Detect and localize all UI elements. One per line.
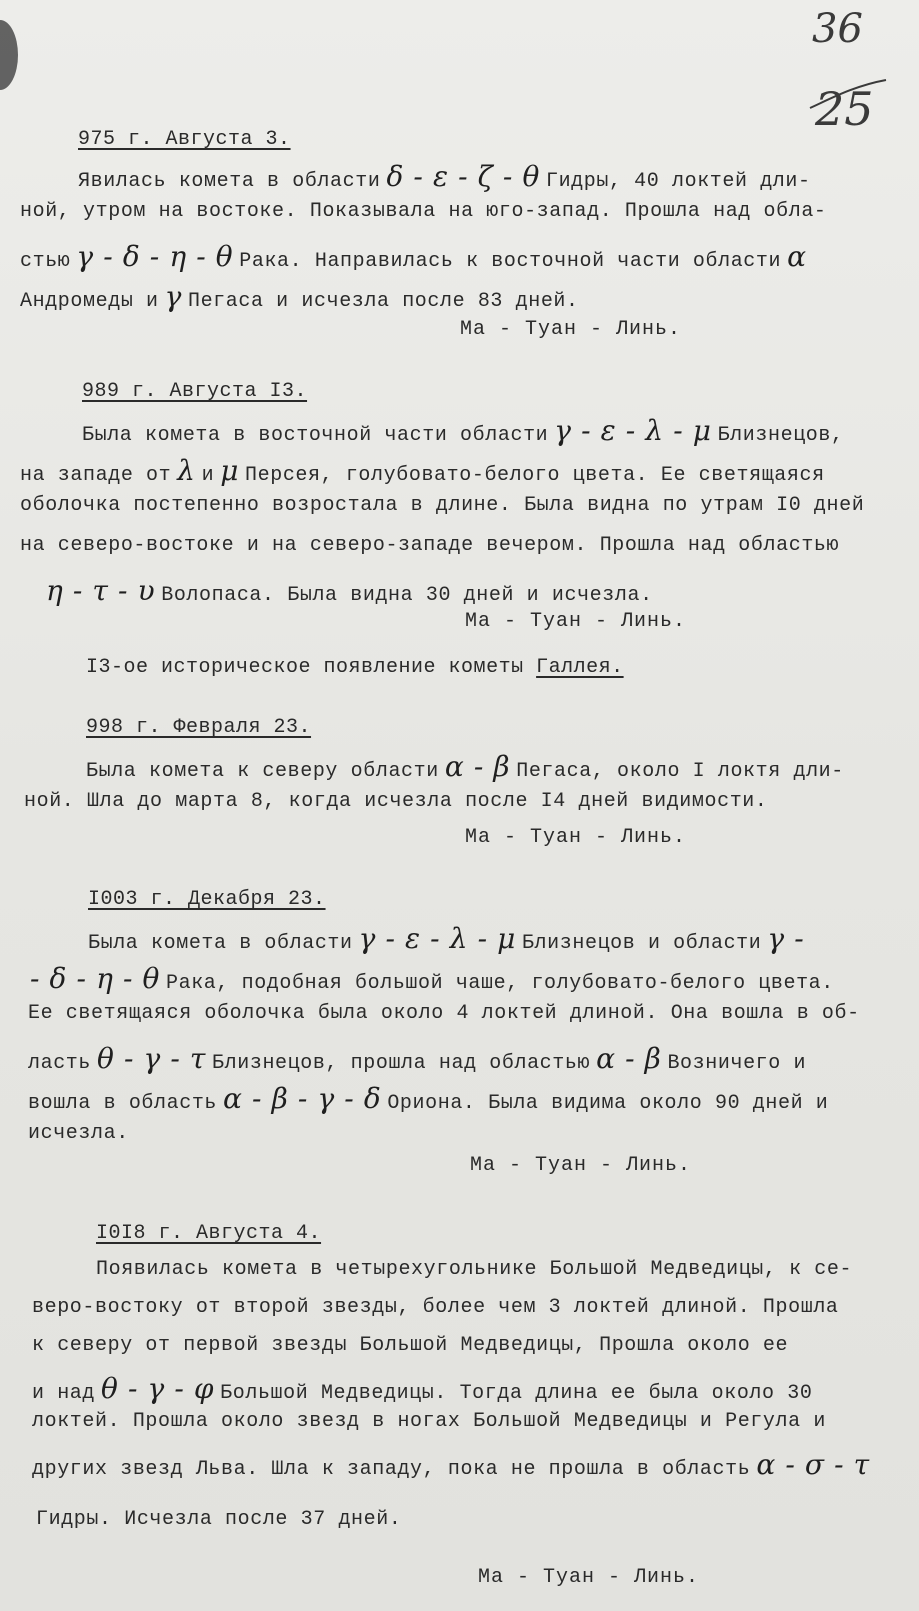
- entry-line: вошла в область α - β - γ - δ Ориона. Была видима около 90 дней и: [28, 1082, 829, 1115]
- entry-line: на западе от λ и μ Персея, голубовато-белого цвета. Ее светящаяся: [20, 454, 825, 487]
- entry-line: Была комета в восточной части области γ - ε - λ - μ Близнецов,: [82, 414, 844, 447]
- entry-line: Была комета в области γ - ε - λ - μ Близнецов и области γ -: [88, 922, 805, 955]
- entry-line: Появилась комета в четырехугольнике Большой Медведицы, к се-: [96, 1258, 853, 1281]
- entry-line: на северо-востоке и на северо-западе вечером. Прошла над областью: [20, 534, 840, 557]
- entry-line: ной, утром на востоке. Показывала на юго-запад. Прошла над обла-: [20, 200, 827, 223]
- source-attribution: Ма - Туан - Линь.: [478, 1566, 700, 1589]
- entry-line: исчезла.: [28, 1122, 129, 1145]
- entry-line: к северу от первой звезды Большой Медведицы, Прошла около ее: [32, 1334, 789, 1357]
- entry-heading: I0I8 г. Августа 4.: [96, 1222, 322, 1245]
- entry-heading: I003 г. Декабря 23.: [88, 888, 326, 911]
- entry-line: Явилась комета в области δ - ε - ζ - θ Гидры, 40 локтей дли-: [78, 160, 811, 193]
- entry-line: Была комета к северу области α - β Пегаса, около I локтя дли-: [86, 750, 844, 783]
- entry-line: оболочка постепенно возростала в длине. Была видна по утрам I0 дней: [20, 494, 865, 517]
- entry-line: Андромеды и γ Пегаса и исчезла после 83 дней.: [20, 280, 579, 313]
- entry-heading: 998 г. Февраля 23.: [86, 716, 312, 739]
- folio-number-second: 25: [815, 82, 874, 136]
- source-attribution: Ма - Туан - Линь.: [460, 318, 682, 341]
- entry-line: стью γ - δ - η - θ Рака. Направилась к восточной части области α: [20, 240, 807, 273]
- entry-line: η - τ - υ Волопаса. Была видна 30 дней и исчезла.: [46, 574, 653, 607]
- entry-line: ной. Шла до марта 8, когда исчезла после I4 дней видимости.: [24, 790, 768, 813]
- entry-line: веро-востоку от второй звезды, более чем 3 локтей длиной. Прошла: [32, 1296, 839, 1319]
- entry-line: Ее светящаяся оболочка была около 4 локтей длиной. Она вошла в об-: [28, 1002, 860, 1025]
- entry-heading: 989 г. Августа I3.: [82, 380, 308, 403]
- entry-line: - δ - η - θ Рака, подобная большой чаше, голубовато-белого цвета.: [30, 962, 834, 995]
- binding-shadow: [0, 20, 18, 90]
- historical-note: I3-ое историческое появление кометы Галлея.: [86, 656, 624, 679]
- entry-line: ласть θ - γ - τ Близнецов, прошла над областью α - β Возничего и: [28, 1042, 807, 1075]
- entry-line: других звезд Льва. Шла к западу, пока не прошла в область α - σ - τ: [32, 1448, 870, 1481]
- entry-line: локтей. Прошла около звезд в ногах Большой Медведицы и Регула и: [32, 1410, 826, 1433]
- entry-line: Гидры. Исчезла после 37 дней.: [36, 1508, 402, 1531]
- folio-number-top: 36: [812, 6, 863, 52]
- entry-line: и над θ - γ - φ Большой Медведицы. Тогда длина ее была около 30: [32, 1372, 813, 1405]
- entry-heading: 975 г. Августа 3.: [78, 128, 291, 151]
- source-attribution: Ма - Туан - Линь.: [465, 826, 687, 849]
- source-attribution: Ма - Туан - Линь.: [470, 1154, 692, 1177]
- halley-name: Галлея.: [536, 656, 624, 679]
- folio-strike-mark: [808, 78, 888, 112]
- source-attribution: Ма - Туан - Линь.: [465, 610, 687, 633]
